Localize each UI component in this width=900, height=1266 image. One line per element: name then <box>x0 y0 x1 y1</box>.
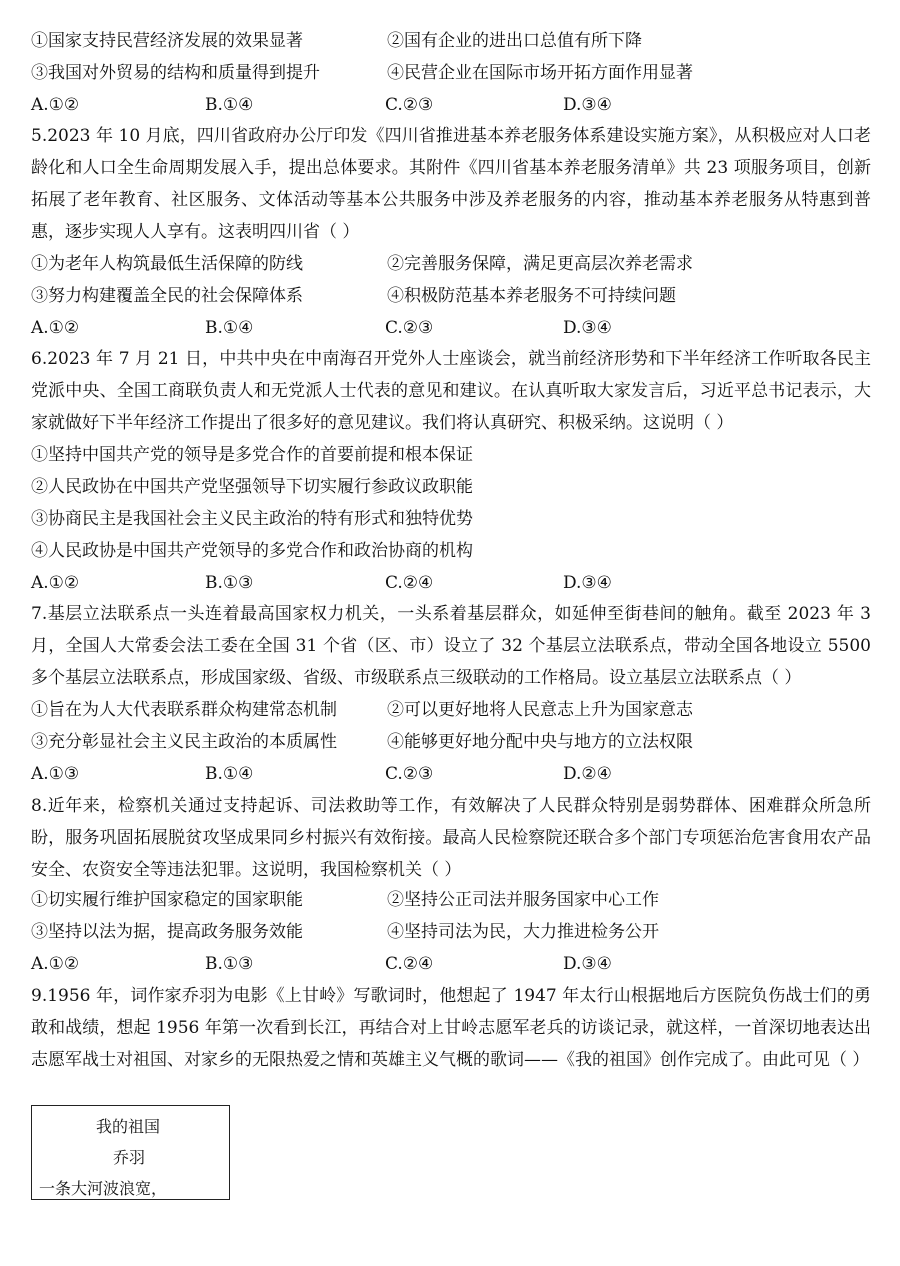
q6-answer-a: A.①② <box>31 573 80 593</box>
q6-stem: 6.2023 年 7 月 21 日，中共中央在中南海召开党外人士座谈会，就当前经济形势和下半年经济工作听取各民主党派中央、全国工商联负责人和无党派人士代表的意见和建议。在认真听取大家发言后，习近平总书记表示，大家就做好下半年经济工作提出了很多好的意见建议。我们将认真研究、积极采纳。这说明（ ） <box>31 349 871 433</box>
poem-title: 我的祖国 <box>96 1117 161 1136</box>
q6-answer-d: D.③④ <box>563 573 612 593</box>
q4-answer-row <box>31 94 880 116</box>
q5-answer-c: C.②③ <box>385 318 434 338</box>
q4-option-4: ④民营企业在国际市场开拓方面作用显著 <box>387 63 693 83</box>
q8-answer-a: A.①② <box>31 954 80 974</box>
q5-option-1: ①为老年人构筑最低生活保障的防线 <box>31 254 303 274</box>
q7-option-2: ②可以更好地将人民意志上升为国家意志 <box>387 700 693 720</box>
q4-option-row-2 <box>31 62 880 84</box>
poem-box <box>31 1105 230 1200</box>
q6-option-2: ②人民政协在中国共产党坚强领导下切实履行参政议政职能 <box>31 477 473 497</box>
q5-answer-row <box>31 317 880 339</box>
q5-option-4: ④积极防范基本养老服务不可持续问题 <box>387 286 676 306</box>
q5-option-3: ③努力构建覆盖全民的社会保障体系 <box>31 286 303 306</box>
q6-option-4: ④人民政协是中国共产党领导的多党合作和政治协商的机构 <box>31 541 473 561</box>
q7-answer-c: C.②③ <box>385 764 434 784</box>
q5-option-row-1 <box>31 253 880 275</box>
q6-option-1: ①坚持中国共产党的领导是多党合作的首要前提和根本保证 <box>31 445 473 465</box>
q7-option-4: ④能够更好地分配中央与地方的立法权限 <box>387 732 693 752</box>
poem-author: 乔羽 <box>113 1148 146 1167</box>
q7-answer-b: B.①④ <box>205 764 254 784</box>
poem-line-1: 一条大河波浪宽， <box>39 1179 168 1198</box>
q7-option-row-2 <box>31 731 880 753</box>
q4-answer-c: C.②③ <box>385 95 434 115</box>
q8-option-row-1 <box>31 889 880 911</box>
q7-answer-d: D.②④ <box>563 764 612 784</box>
q4-option-1: ①国家支持民营经济发展的效果显著 <box>31 31 303 51</box>
q6-answer-row <box>31 572 880 594</box>
q7-option-3: ③充分彰显社会主义民主政治的本质属性 <box>31 732 337 752</box>
q4-answer-d: D.③④ <box>563 95 612 115</box>
q8-answer-c: C.②④ <box>385 954 434 974</box>
q5-option-row-2 <box>31 285 880 307</box>
q6-answer-c: C.②④ <box>385 573 434 593</box>
q7-stem: 7.基层立法联系点一头连着最高国家权力机关，一头系着基层群众，如延伸至街巷间的触角。截至 2023 年 3 月，全国人大常委会法工委在全国 31 个省（区、市）设立了 32 个基层立法联系点，带动全国各地设立 5500 多个基层立法联系点，形成国家级、省级、市级联系点三级联动的工作格局。设立基层立法联系点（ ） <box>31 604 871 688</box>
q8-option-row-2 <box>31 921 880 943</box>
q8-option-1: ①切实履行维护国家稳定的国家职能 <box>31 890 303 910</box>
q4-option-2: ②国有企业的进出口总值有所下降 <box>387 31 642 51</box>
q9-stem: 9.1956 年，词作家乔羽为电影《上甘岭》写歌词时，他想起了 1947 年太行山根据地后方医院负伤战士们的勇敢和战绩，想起 1956 年第一次看到长江，再结合对上甘岭志愿军老兵的访谈记录，就这样，一首深切地表达出志愿军战士对祖国、对家乡的无限热爱之情和英雄主义气概的歌词——《我的祖国》创作完成了。由此可见（ ） <box>31 986 871 1070</box>
q7-answer-a: A.①③ <box>31 764 80 784</box>
q6-option-3: ③协商民主是我国社会主义民主政治的特有形式和独特优势 <box>31 509 473 529</box>
q5-stem: 5.2023 年 10 月底，四川省政府办公厅印发《四川省推进基本养老服务体系建设实施方案》，从积极应对人口老龄化和人口全生命周期发展入手，提出总体要求。其附件《四川省基本养老服务清单》共 23 项服务项目，创新拓展了老年教育、社区服务、文体活动等基本公共服务中涉及养老服务的内容，推动基本养老服务从特惠到普惠，逐步实现人人享有。这表明四川省（ ） <box>31 126 871 242</box>
q5-answer-a: A.①② <box>31 318 80 338</box>
q4-option-row-1 <box>31 30 880 52</box>
q7-answer-row <box>31 763 880 785</box>
q8-stem: 8.近年来，检察机关通过支持起诉、司法救助等工作，有效解决了人民群众特别是弱势群体、困难群众所急所盼，服务巩固拓展脱贫攻坚成果同乡村振兴有效衔接。最高人民检察院还联合多个部门专项惩治危害食用农产品安全、农资安全等违法犯罪。这说明，我国检察机关（ ） <box>31 796 871 880</box>
q8-option-3: ③坚持以法为据，提高政务服务效能 <box>31 922 303 942</box>
q8-option-2: ②坚持公正司法并服务国家中心工作 <box>387 890 659 910</box>
q5-answer-b: B.①④ <box>205 318 254 338</box>
q8-answer-row <box>31 953 880 975</box>
q7-option-1: ①旨在为人大代表联系群众构建常态机制 <box>31 700 337 720</box>
q8-answer-d: D.③④ <box>563 954 612 974</box>
q4-answer-b: B.①④ <box>205 95 254 115</box>
q4-answer-a: A.①② <box>31 95 80 115</box>
q4-option-3: ③我国对外贸易的结构和质量得到提升 <box>31 63 320 83</box>
q8-answer-b: B.①③ <box>205 954 254 974</box>
q5-answer-d: D.③④ <box>563 318 612 338</box>
q6-answer-b: B.①③ <box>205 573 254 593</box>
q7-option-row-1 <box>31 699 880 721</box>
q5-option-2: ②完善服务保障，满足更高层次养老需求 <box>387 254 693 274</box>
q8-option-4: ④坚持司法为民，大力推进检务公开 <box>387 922 659 942</box>
